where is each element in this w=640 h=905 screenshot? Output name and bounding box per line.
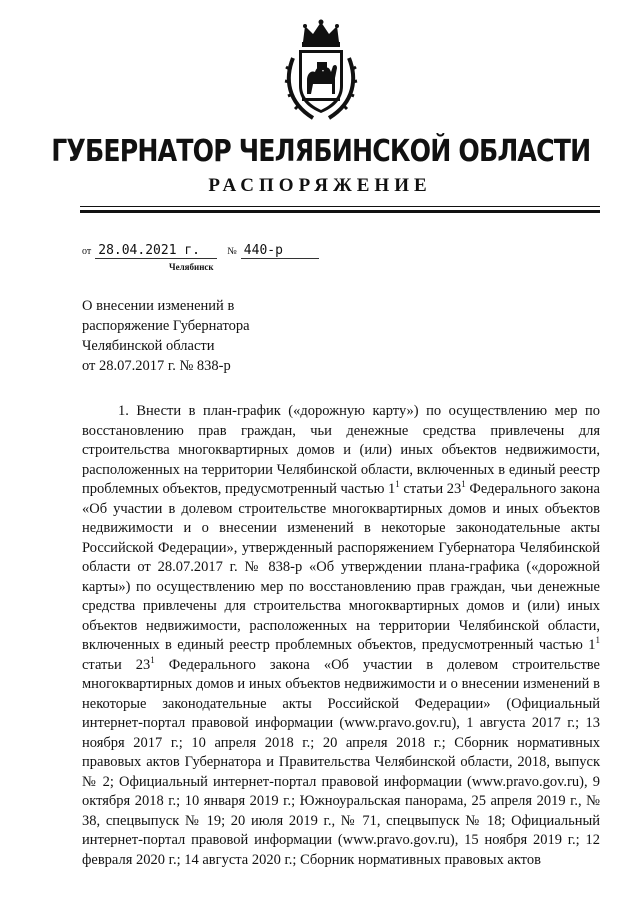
subject-line: Челябинской области [82, 338, 215, 354]
superscript: 1 [595, 635, 600, 646]
number-label: № [227, 246, 237, 257]
document-type: РАСПОРЯЖЕНИЕ [208, 175, 432, 196]
superscript: 1 [395, 479, 400, 490]
document-subject [82, 296, 287, 376]
header-divider-thin [80, 206, 600, 207]
subject-line: распоряжение Губернатора [82, 318, 250, 334]
date-label: от [82, 246, 92, 257]
body-text-part: статьи 23 [399, 481, 462, 497]
body-text-part: Федерального закона «Об участии в долевом строительстве многоквартирных домов и иных объектов недвижимости и о внесении изменений в некоторые законодательные акты Российской Федерации» (Официальный интернет-портал правовой информации (www.pravo.gov.ru), 1 августа 2017 г.; 13 ноября 2017 г.; 10 апреля 2018 г.; 20 апреля 2018 г.; Сборник нормативных правовых актов Губернатора и Правительства Челябинской области, 2018, выпуск № 2; Официальный интернет-портал правовой информации (www.pravo.gov.ru), 9 октября 2018 г.; 10 января 2019 г.; Южноуральская панорама, 25 апреля 2019 г., № 38, спецвыпуск № 19; 20 июля 2019 г., № 71, спецвыпуск № 18; Официальный интернет-портал правовой информации (www.pravo.gov.ru), 15 ноября 2019 г.; 12 февраля 2020 г.; 14 августа 2020 г.; Сборник нормативных правовых актов [82, 656, 600, 868]
subject-line: О внесении изменений в [82, 298, 235, 314]
body-paragraph [82, 402, 600, 870]
superscript: 1 [461, 479, 466, 490]
superscript: 1 [150, 654, 155, 665]
issue-city: Челябинск [169, 262, 214, 272]
body-text-part: Федерального закона «Об участии в долевом строительстве многоквартирных домов и иных объектов недвижимости и о внесении изменений в некоторые законодательные акты Российской Федерации», утвержденный распоряжением Губернатора Челябинской области от 28.07.2017 г. № 838-р «Об утверждении плана-графика («дорожной карты») по осуществлению мер по восстановлению прав граждан, чьи денежные средства привлечены для строительства многоквартирных домов и (или) иных объектов недвижимости, расположенных на территории Челябинской области, включенных в единый реестр проблемных объектов, предусмотренный частью 1 [82, 481, 600, 653]
document-meta-line [82, 243, 319, 261]
body-text-part: статьи 23 [82, 656, 151, 673]
coat-of-arms-emblem [283, 18, 359, 122]
header-divider-thick [80, 210, 600, 213]
body-text-part: 1. Внести в план-график («дорожную карту») по осуществлению мер по восстановлению прав граждан, чьи денежные средства привлечены для строительства многоквартирных домов и (или) иных объектов недвижимости, расположенных на территории Челябинской области, включенных в единый реестр проблемных объектов, предусмотренный частью 1 [82, 403, 600, 497]
subject-line: от 28.07.2017 г. № 838-р [82, 358, 231, 374]
document-date: 28.04.2021 г. [95, 244, 217, 259]
organization-title: ГУБЕРНАТОР ЧЕЛЯБИНСКОЙ ОБЛАСТИ [51, 134, 591, 169]
document-number: 440-р [241, 244, 319, 259]
